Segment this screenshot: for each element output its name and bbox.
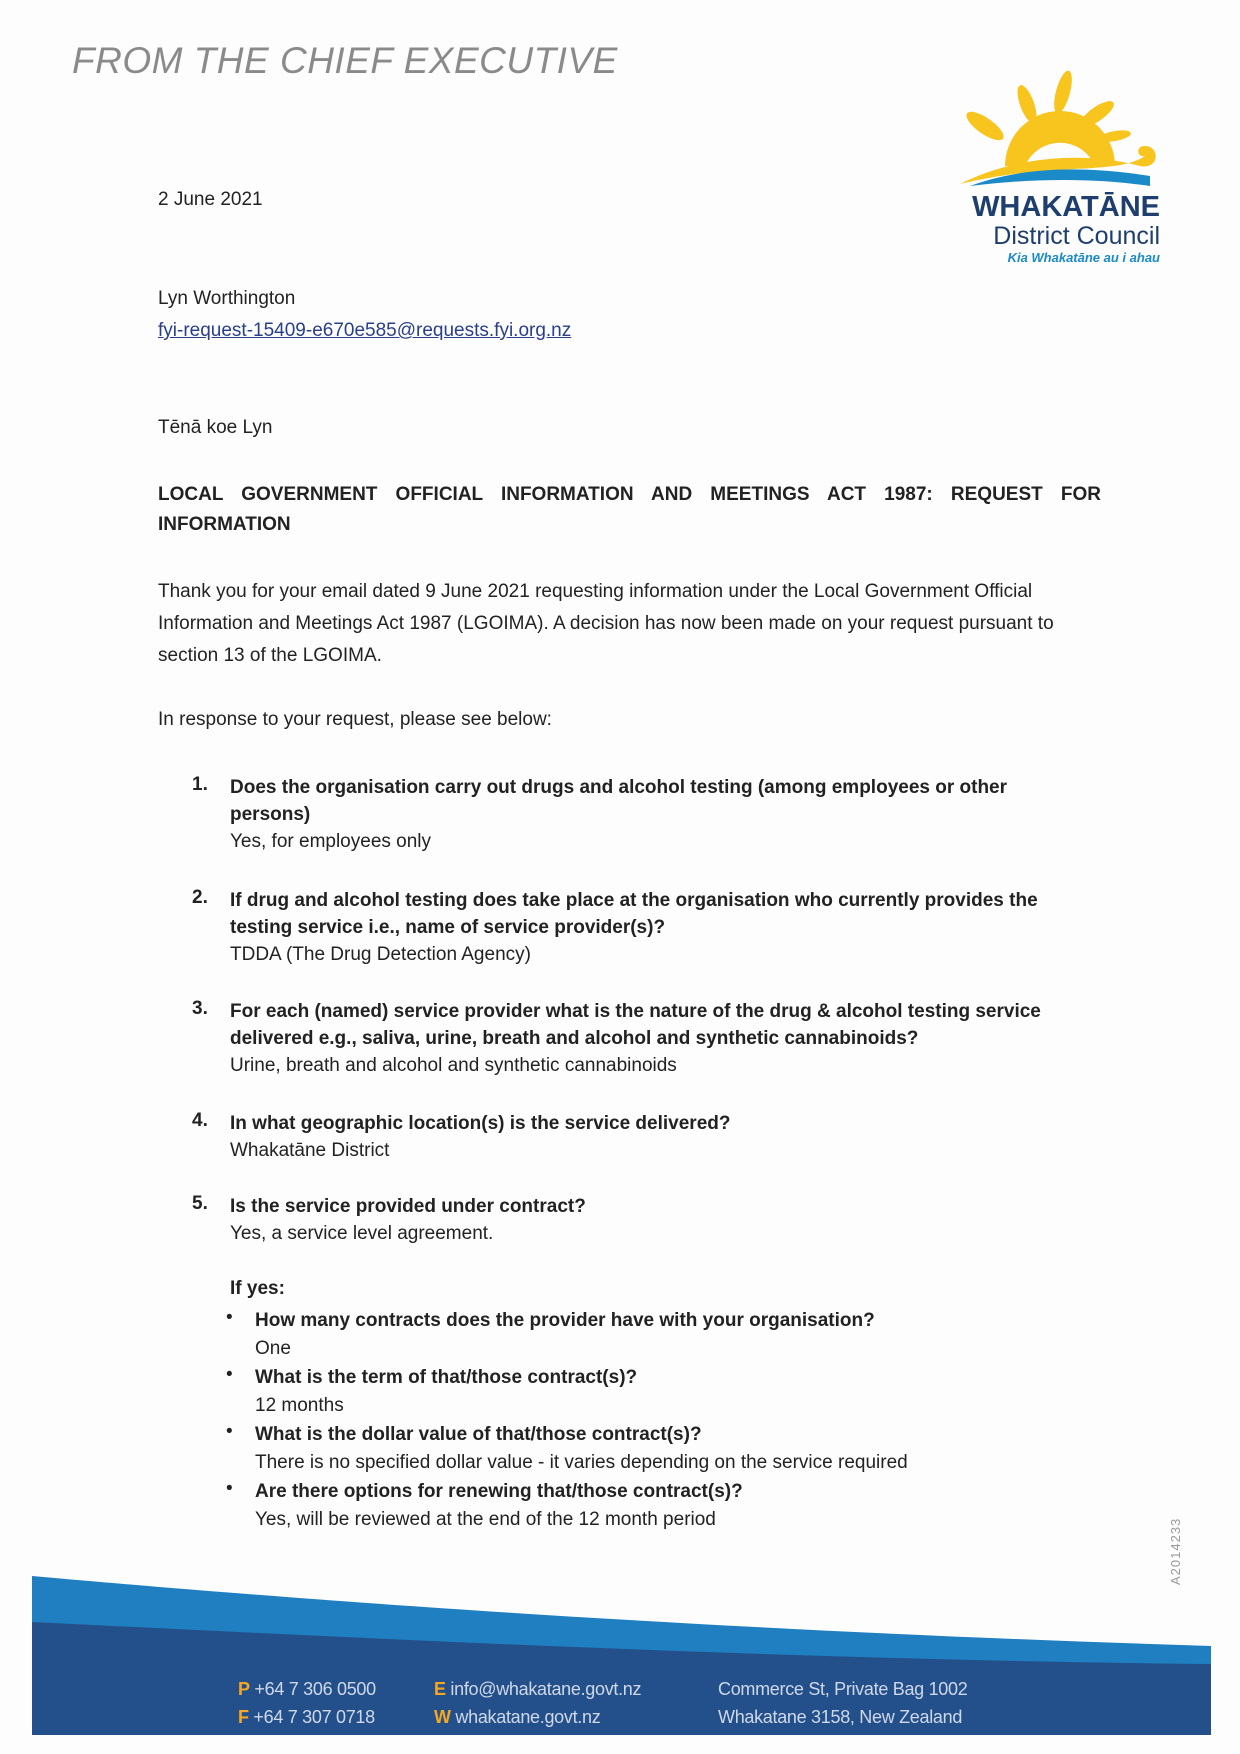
answer-text: Yes, a service level agreement.	[230, 1223, 494, 1244]
fax-number: +64 7 307 0718	[253, 1707, 375, 1727]
email-label: E	[434, 1679, 446, 1699]
footer-website[interactable]: whakatane.govt.nz	[455, 1707, 601, 1727]
bullet-answer: Yes, will be reviewed at the end of the 12 month period	[255, 1509, 716, 1530]
question-text: Is the service provided under contract?	[230, 1196, 586, 1217]
question-number: 2.	[192, 887, 208, 908]
intro-paragraph: Thank you for your email dated 9 June 2021 requesting information under the Local Government Official Information and Meetings Act 1987 (LGOIMA). A decision has now been made on your request pursuant to section 13 of the LGOIMA.	[158, 581, 1054, 666]
council-logo	[945, 66, 1160, 286]
recipient-email-link[interactable]: fyi-request-15409-e670e585@requests.fyi.org.nz	[158, 320, 572, 341]
phone-label: P	[238, 1679, 250, 1699]
bullet-item	[226, 1364, 1076, 1420]
question-text: In what geographic location(s) is the service delivered?	[230, 1113, 731, 1134]
question-4	[192, 1110, 1092, 1165]
letterhead-title: FROM THE CHIEF EXECUTIVE	[72, 40, 618, 81]
bullet-question: How many contracts does the provider have with your organisation?	[255, 1310, 875, 1331]
fax-label: F	[238, 1707, 249, 1727]
web-label: W	[434, 1707, 451, 1727]
bullet-question: What is the dollar value of that/those contract(s)?	[255, 1424, 702, 1445]
bullet-icon: •	[226, 1421, 233, 1442]
question-number: 4.	[192, 1110, 208, 1131]
if-yes-label: If yes:	[230, 1278, 285, 1299]
question-5	[192, 1193, 1092, 1248]
phone-number: +64 7 306 0500	[254, 1679, 376, 1699]
letter-date: 2 June 2021	[158, 189, 263, 210]
bullet-answer: 12 months	[255, 1395, 344, 1416]
answer-text: Urine, breath and alcohol and synthetic cannabinoids	[230, 1055, 677, 1076]
bullet-item	[226, 1307, 1076, 1363]
question-text: Does the organisation carry out drugs and alcohol testing (among employees or other persons)	[230, 777, 1008, 825]
logo-subtitle: District Council	[993, 222, 1160, 250]
greeting: Tēnā koe Lyn	[158, 417, 273, 438]
address-line-1: Commerce St, Private Bag 1002	[718, 1679, 968, 1699]
question-text: If drug and alcohol testing does take place at the organisation who currently provides the testing service i.e., name of service provider(s)?	[230, 890, 1038, 938]
bullet-icon: •	[226, 1478, 233, 1499]
bullet-question: Are there options for renewing that/those contract(s)?	[255, 1481, 743, 1502]
subject-heading: LOCAL GOVERNMENT OFFICIAL INFORMATION AND MEETINGS ACT 1987: REQUEST FOR INFORMATION	[158, 484, 1101, 535]
bullet-answer: One	[255, 1338, 291, 1359]
footer-band	[0, 1560, 1240, 1754]
logo-name: WHAKATĀNE	[972, 191, 1160, 223]
question-number: 1.	[192, 774, 208, 795]
answer-text: TDDA (The Drug Detection Agency)	[230, 944, 531, 965]
question-1	[192, 774, 1092, 856]
bullet-icon: •	[226, 1364, 233, 1385]
bullet-answer: There is no specified dollar value - it varies depending on the service required	[255, 1452, 908, 1473]
question-text: For each (named) service provider what is the nature of the drug & alcohol testing service delivered e.g., saliva, urine, breath and alcohol and synthetic cannabinoids?	[230, 1001, 1041, 1049]
bullet-icon: •	[226, 1307, 233, 1328]
bullet-item	[226, 1421, 1076, 1477]
footer-wave-graphic	[0, 1560, 1240, 1754]
response-lead: In response to your request, please see below:	[158, 709, 552, 730]
answer-text: Yes, for employees only	[230, 831, 432, 852]
bullet-item	[226, 1478, 1076, 1534]
document-reference: A2014233	[1168, 1517, 1183, 1585]
question-number: 3.	[192, 998, 208, 1019]
recipient-name: Lyn Worthington	[158, 288, 296, 309]
answer-text: Whakatāne District	[230, 1140, 390, 1161]
question-2	[192, 887, 1092, 969]
question-number: 5.	[192, 1193, 208, 1214]
bullet-question: What is the term of that/those contract(s)?	[255, 1367, 638, 1388]
address-line-2: Whakatane 3158, New Zealand	[718, 1707, 963, 1727]
footer-email[interactable]: info@whakatane.govt.nz	[450, 1679, 642, 1699]
sun-wave-logo-icon	[945, 66, 1160, 186]
question-3	[192, 998, 1092, 1080]
logo-tagline: Kia Whakatāne au i ahau	[1007, 250, 1160, 265]
